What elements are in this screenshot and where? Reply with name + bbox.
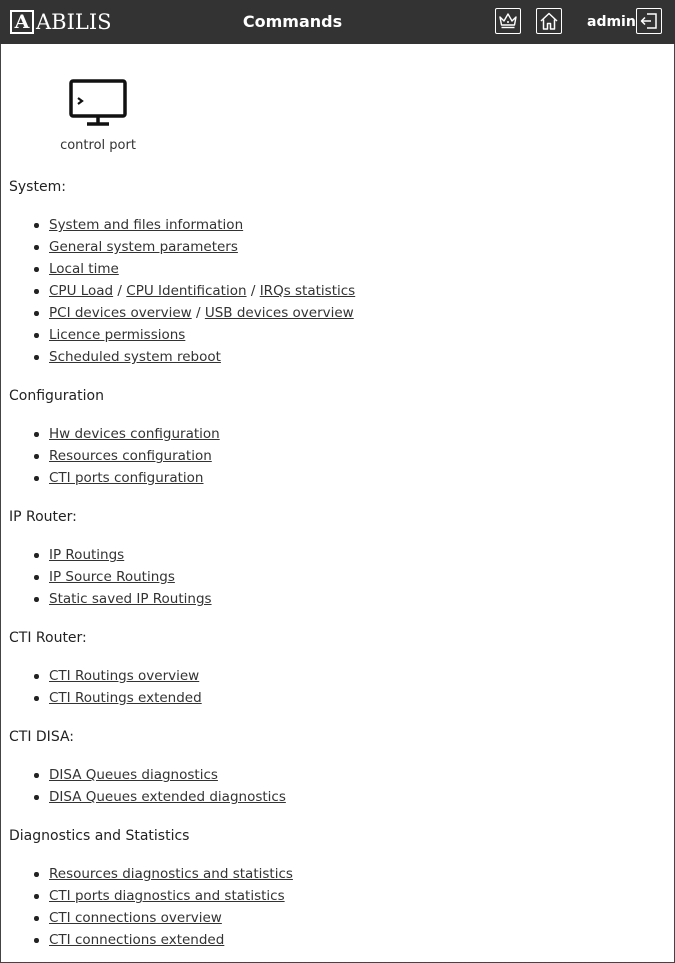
cti-router-list [9, 665, 649, 709]
link-disa-queues-diagnostics[interactable]: DISA Queues diagnostics [49, 767, 218, 783]
monitor-terminal-icon [68, 78, 128, 128]
list-item [9, 885, 649, 907]
link-cti-routings-overview[interactable]: CTI Routings overview [49, 668, 200, 684]
logout-button[interactable] [636, 8, 662, 34]
list-item [9, 467, 649, 489]
control-port-tile[interactable] [58, 78, 138, 153]
top-bar [0, 0, 675, 44]
link-licence-permissions[interactable]: Licence permissions [49, 327, 186, 343]
list-item [9, 302, 649, 324]
link-system-files-info[interactable]: System and files information [49, 217, 244, 233]
link-cti-routings-extended[interactable]: CTI Routings extended [49, 690, 202, 706]
list-item [9, 423, 649, 445]
link-cti-ports-diagnostics[interactable]: CTI ports diagnostics and statistics [49, 888, 285, 904]
list-item [9, 544, 649, 566]
section-title-cti-router: CTI Router: [9, 630, 87, 646]
list-item [9, 929, 649, 951]
diagnostics-list [9, 863, 649, 951]
link-cti-connections-extended[interactable]: CTI connections extended [49, 932, 225, 948]
list-item [9, 863, 649, 885]
list-item [9, 445, 649, 467]
home-button[interactable] [536, 8, 562, 34]
link-resources-configuration[interactable]: Resources configuration [49, 448, 212, 464]
link-local-time[interactable]: Local time [49, 261, 119, 277]
link-ip-source-routings[interactable]: IP Source Routings [49, 569, 175, 585]
list-item [9, 665, 649, 687]
logo-text: ABILIS [36, 10, 112, 34]
logo-letter: A [10, 10, 34, 34]
list-item [9, 214, 649, 236]
list-item [9, 687, 649, 709]
crown-icon [498, 12, 518, 30]
list-item [9, 324, 649, 346]
home-icon [539, 11, 559, 31]
link-hw-devices-configuration[interactable]: Hw devices configuration [49, 426, 220, 442]
ip-router-list [9, 544, 649, 610]
separator: / [117, 283, 122, 299]
link-resources-diagnostics[interactable]: Resources diagnostics and statistics [49, 866, 293, 882]
link-cti-connections-overview[interactable]: CTI connections overview [49, 910, 222, 926]
section-title-system: System: [9, 179, 66, 195]
link-pci-devices-overview[interactable]: PCI devices overview [49, 305, 192, 321]
list-item [9, 566, 649, 588]
section-ip-router [9, 507, 649, 610]
link-ip-routings[interactable]: IP Routings [49, 547, 125, 563]
list-item [9, 786, 649, 808]
section-title-ip-router: IP Router: [9, 509, 77, 525]
section-title-diagnostics: Diagnostics and Statistics [9, 828, 190, 844]
list-item [9, 588, 649, 610]
section-system [9, 177, 649, 368]
cti-disa-list [9, 764, 649, 808]
link-cpu-identification[interactable]: CPU Identification [126, 283, 247, 299]
section-diagnostics [9, 826, 649, 951]
link-usb-devices-overview[interactable]: USB devices overview [204, 305, 354, 321]
link-irqs-statistics[interactable]: IRQs statistics [259, 283, 356, 299]
link-scheduled-system-reboot[interactable]: Scheduled system reboot [49, 349, 221, 365]
logout-icon [639, 11, 659, 31]
configuration-list [9, 423, 649, 489]
link-general-system-parameters[interactable]: General system parameters [49, 239, 238, 255]
system-list [9, 214, 649, 368]
username: admin [587, 14, 636, 30]
list-item [9, 236, 649, 258]
page-title: Commands [242, 12, 343, 31]
separator: / [250, 283, 256, 299]
list-item [9, 907, 649, 929]
list-item [9, 764, 649, 786]
section-title-configuration: Configuration [9, 388, 104, 404]
control-port-label: control port [60, 138, 136, 153]
link-cti-ports-configuration[interactable]: CTI ports configuration [49, 470, 204, 486]
link-static-saved-ip-routings[interactable]: Static saved IP Routings [49, 591, 212, 607]
link-disa-queues-extended-diagnostics[interactable]: DISA Queues extended diagnostics [49, 789, 286, 805]
list-item [9, 258, 649, 280]
list-item [9, 280, 649, 302]
section-cti-router [9, 628, 649, 709]
separator: / [196, 305, 201, 321]
section-cti-disa [9, 727, 649, 808]
crown-button[interactable] [495, 8, 521, 34]
section-title-cti-disa: CTI DISA: [9, 729, 75, 745]
section-configuration [9, 386, 649, 489]
list-item [9, 346, 649, 368]
link-cpu-load[interactable]: CPU Load [49, 283, 114, 299]
